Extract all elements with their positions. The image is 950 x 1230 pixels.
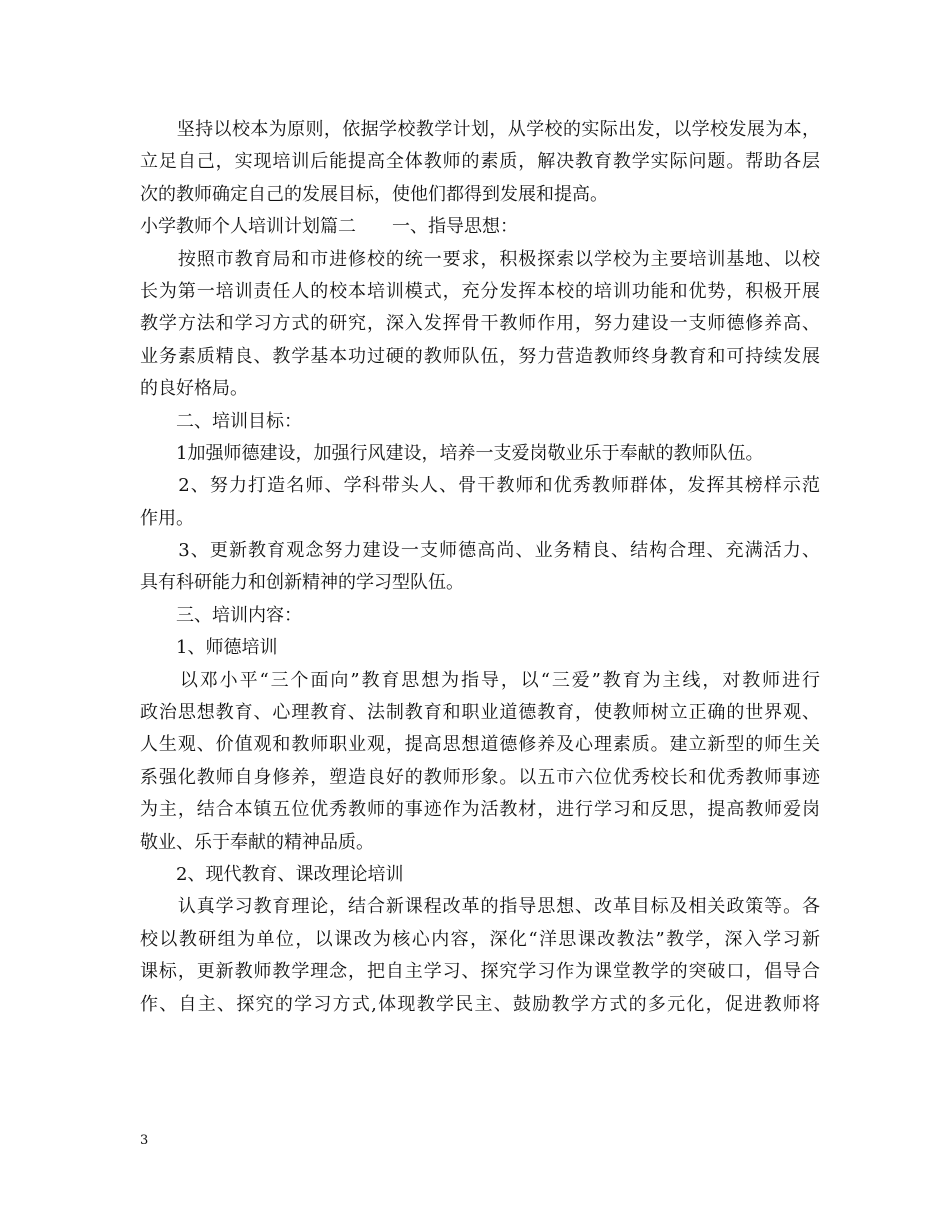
page-number: 3 bbox=[140, 1133, 149, 1148]
text-line: 教学方法和学习方式的研究，深入发挥骨干教师作用，努力建设一支师德修养高、 bbox=[140, 313, 820, 335]
text-line: 敬业、乐于奉献的精神品质。 bbox=[140, 831, 374, 853]
section-heading: 小学教师个人培训计划篇二 一、指导思想： bbox=[140, 216, 518, 238]
text-line: 校以教研组为单位，以课改为核心内容，深化“洋思课改教法”教学，深入学习新 bbox=[140, 928, 820, 950]
text-line: 的良好格局。 bbox=[140, 378, 248, 400]
text-line: 作、自主、探究的学习方式,体现教学民主、鼓励教学方式的多元化，促进教师将 bbox=[140, 993, 820, 1015]
document-body bbox=[140, 114, 820, 1021]
text-line: 系强化教师自身修养，塑造良好的教师形象。以五市六位优秀校长和优秀教师事迹 bbox=[140, 766, 820, 788]
list-item: 3、更新教育观念努力建设一支师德高尚、业务精良、结构合理、充满活力、 bbox=[140, 540, 820, 562]
text-line: 次的教师确定自己的发展目标，使他们都得到发展和提高。 bbox=[140, 183, 608, 205]
text-line: 按照市教育局和市进修校的统一要求，积极探索以学校为主要培训基地、以校 bbox=[140, 248, 820, 270]
text-line: 人生观、价值观和教师职业观，提高思想道德修养及心理素质。建立新型的师生关 bbox=[140, 734, 820, 756]
list-item: 2、努力打造名师、学科带头人、骨干教师和优秀教师群体，发挥其榜样示范 bbox=[140, 475, 820, 497]
text-line: 长为第一培训责任人的校本培训模式，充分发挥本校的培训功能和优势，积极开展 bbox=[140, 280, 820, 302]
text-line: 业务素质精良、教学基本功过硬的教师队伍，努力营造教师终身教育和可持续发展 bbox=[140, 345, 820, 367]
text-line: 具有科研能力和创新精神的学习型队伍。 bbox=[140, 572, 464, 594]
list-item: 1加强师德建设，加强行风建设，培养一支爱岗敬业乐于奉献的教师队伍。 bbox=[140, 442, 764, 464]
text-line: 立足自己，实现培训后能提高全体教师的素质，解决教育教学实际问题。帮助各层 bbox=[140, 151, 820, 173]
subsection-heading: 2、现代教育、课改理论培训 bbox=[140, 863, 404, 885]
text-line: 作用。 bbox=[140, 507, 194, 529]
text-line: 以邓小平“三个面向”教育思想为指导，以“三爱”教育为主线，对教师进行 bbox=[140, 669, 820, 691]
section-heading: 二、培训目标： bbox=[140, 410, 302, 432]
text-line: 课标，更新教师教学理念，把自主学习、探究学习作为课堂教学的突破口，倡导合 bbox=[140, 961, 820, 983]
subsection-heading: 1、师德培训 bbox=[140, 637, 278, 659]
text-line: 坚持以校本为原则，依据学校教学计划，从学校的实际出发，以学校发展为本， bbox=[140, 119, 820, 140]
text-line: 为主，结合本镇五位优秀教师的事迹作为活教材，进行学习和反思，提高教师爱岗 bbox=[140, 799, 820, 821]
text-line: 认真学习教育理论，结合新课程改革的指导思想、改革目标及相关政策等。各 bbox=[140, 896, 820, 918]
section-heading: 三、培训内容： bbox=[140, 604, 302, 626]
text-line: 政治思想教育、心理教育、法制教育和职业道德教育，使教师树立正确的世界观、 bbox=[140, 702, 820, 724]
